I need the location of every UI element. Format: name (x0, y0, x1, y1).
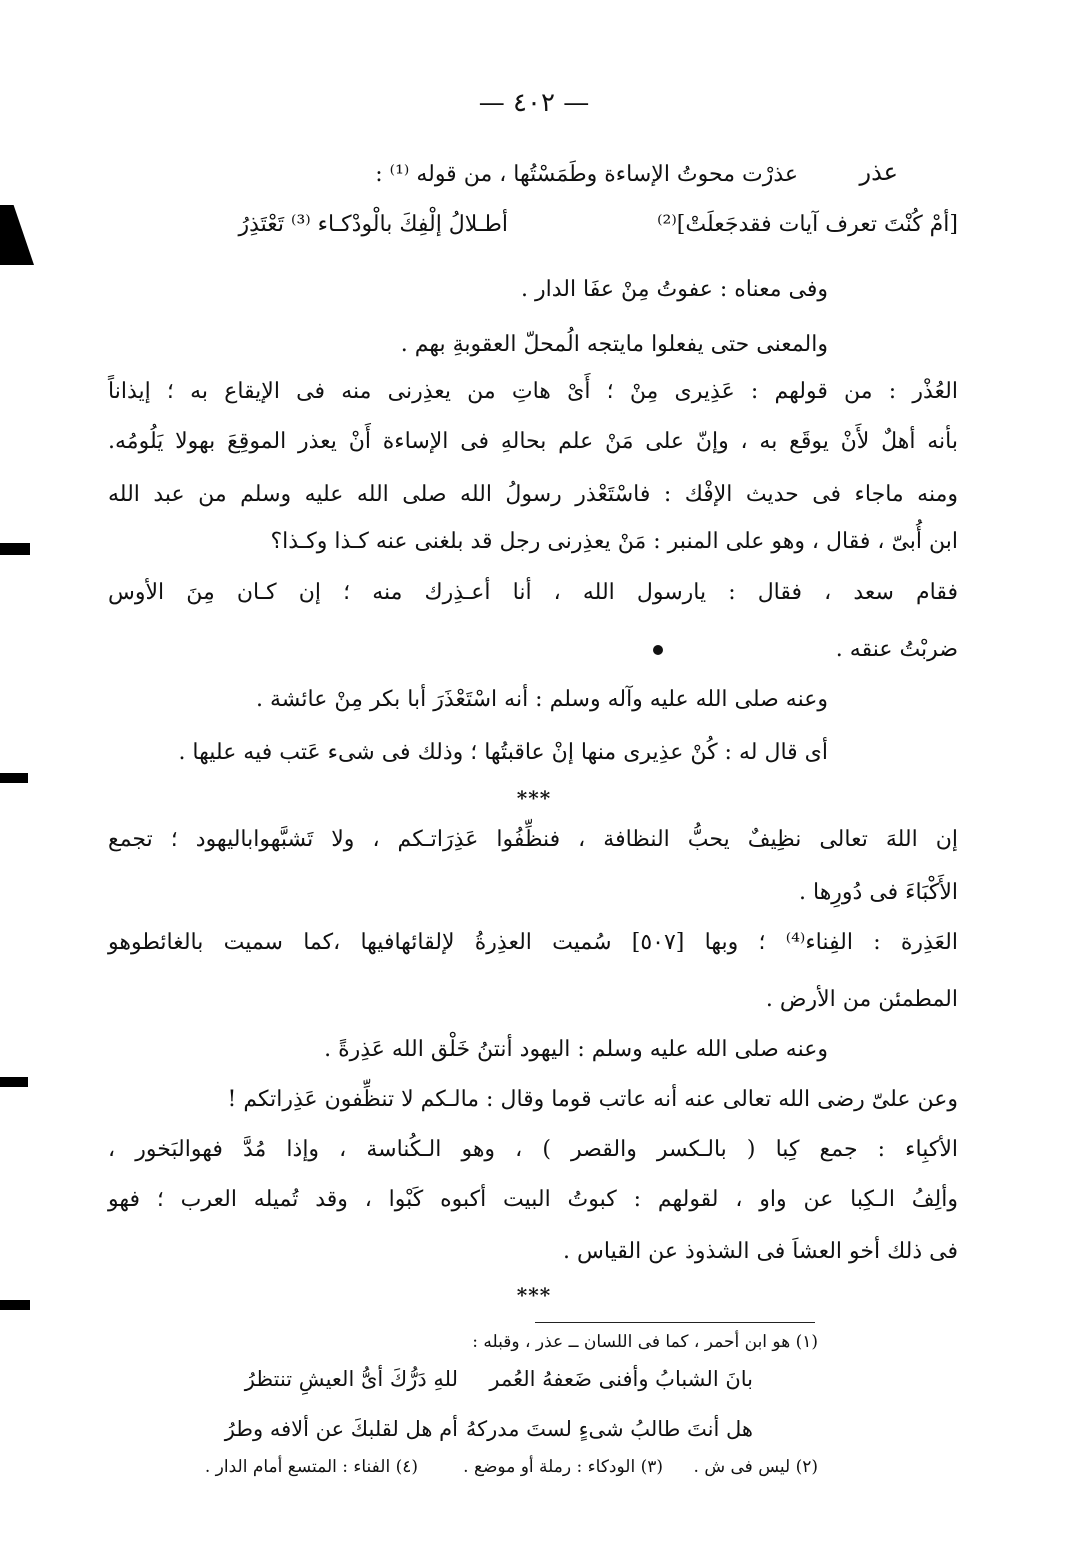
text-line: عذرْت محوتُ الإساءة وطَمَسْتُها ، من قوله ⁽¹⁾ : (375, 162, 798, 187)
text-line: المطمئن من الأرض . (765, 987, 958, 1012)
scan-edge-mark (0, 773, 28, 783)
text-line: ابن أُبىّ ، فقال ، وهو على المنبر : مَنْ يعذِرنى رجل قد بلغنى عنه كـذا وكـذا؟ (270, 529, 958, 554)
footnote-verse-hemistich: بانَ الشبابُ وأفنى ضَعفهُ العُمر (489, 1367, 753, 1391)
verse-hemistich-left: أطـلالُ إلْفِكَ بالْودْكـاء ⁽³⁾ تَعْتَذِرُ (238, 212, 508, 237)
text-line: ومنه ماجاء فى حديث الإفْك : فاسْتَعْذر رسولُ الله صلى الله عليه وسلم من عبد الله (108, 482, 958, 507)
text-line: والمعنى حتى يفعلوا مايتجه الُمحلّ العقوبةِ بهم . (400, 332, 828, 357)
text-line: العَذِرة : الفِناء⁽⁴⁾ ؛ وبها [٥٠٧] سُميت العذِرةُ لإلقائهافيها ،كما سميت بالغائطوهو (108, 930, 958, 955)
footnote-divider (535, 1322, 815, 1323)
text-line: فقام سعد ، فقال : يارسول الله ، أنا أعـذِرك منه ؛ إن كـان مِنَ الأوس (108, 580, 959, 605)
scan-edge-mark (0, 1077, 28, 1087)
scan-edge-mark (0, 543, 30, 555)
text-line: الأكبِاء : جمع كِبا ( بالـكسر والقصر ) ، وهو الـكُناسة ، وإذا مُدَّ فهوالبَخور ، (108, 1137, 958, 1162)
section-separator: *** (516, 786, 552, 810)
text-line: العُذْر : من قولهم : عَذِيرى مِنْ ؛ أَىْ هاتِ من يعذِرنى منه فى الإيقاع به ؛ إيذاناً (108, 379, 958, 404)
text-line: وعن علىّ رضى الله تعالى عنه أنه عاتب قوما وقال : مالـكم لا تنظِّفون عَذِراتكم ! (227, 1087, 958, 1112)
footnote-verse-hemistich: هل أنتَ طالبُ شىءٍ لستَ مدركهُ (465, 1417, 753, 1441)
page-number: — ٤٠٢ — (478, 88, 590, 118)
text-line: فى ذلك أخو العشاَ فى الشذوذ عن القياس . (563, 1239, 958, 1264)
text-line: ضربْتُ عنقه . (835, 637, 958, 662)
footnote-verse-hemistich: للهِ دَرُّكَ أىُّ العيشِ تنتظرُ (244, 1367, 458, 1391)
text-line: الأَكْبَاءَ فى دُورِها . (799, 880, 958, 905)
footnote-2: (٢) ليس فى ش . (693, 1457, 818, 1477)
text-line: أى قال له : كُنْ عذِيرى منها إنْ عاقبتُها ؛ وذلك فى شىء عَتب فيه عليها . (178, 740, 828, 765)
section-separator: *** (516, 1283, 552, 1307)
text-line: وعنه صلى الله عليه وآله وسلم : أنه اسْتَعْذَرَ أبا بكر مِنْ عائشة . (255, 687, 828, 712)
text-line: وفى معناه : عفوتُ مِنْ عفَا الدار . (520, 277, 828, 302)
footnote-verse-hemistich: أم هل لقلبكَ عن ألافه وطرُ (224, 1417, 458, 1441)
text-line: بأنه أهلٌ لأَنْ يوقَع به ، وإنّ على مَنْ علم بحالهِ فى الإساءة أَنْ يعذر الموقِعَ بهولا يَلُومُه. (108, 429, 958, 454)
ink-dot (653, 645, 663, 655)
text-line: إن اللهَ تعالى نظِيفٌ يحبُّ النظافة ، فنظِّفُوا عَذِرَاتـكم ، ولا تَشبَّهواباليهود ؛ تجمع (108, 827, 958, 852)
footnote-4: (٤) الفناء : المتسع أمام الدار . (204, 1457, 418, 1477)
text-line: وألِفُ الـكِبا عن واو ، لقولهم : كبوتُ البيت أكبوه كَبْوا ، وقد تُميله العرب ؛ فهو (108, 1187, 958, 1212)
footnote-1: (١) هو ابن أحمر ، كما فى اللسان ــ عذر ، وقبله : (472, 1332, 818, 1352)
text-line: وعنه صلى الله عليه وسلم : اليهود أنتنُ خَلْق الله عَذِرةً . (324, 1037, 828, 1062)
verse-hemistich-right: [أمْ كُنْتَ تعرف آيات فقدجَعلَتْ]⁽²⁾ (657, 212, 958, 237)
footnote-3: (٣) الودكاء : رملة أو موضع . (463, 1457, 663, 1477)
scan-edge-mark (0, 205, 34, 265)
margin-keyword: عذر (859, 158, 898, 186)
